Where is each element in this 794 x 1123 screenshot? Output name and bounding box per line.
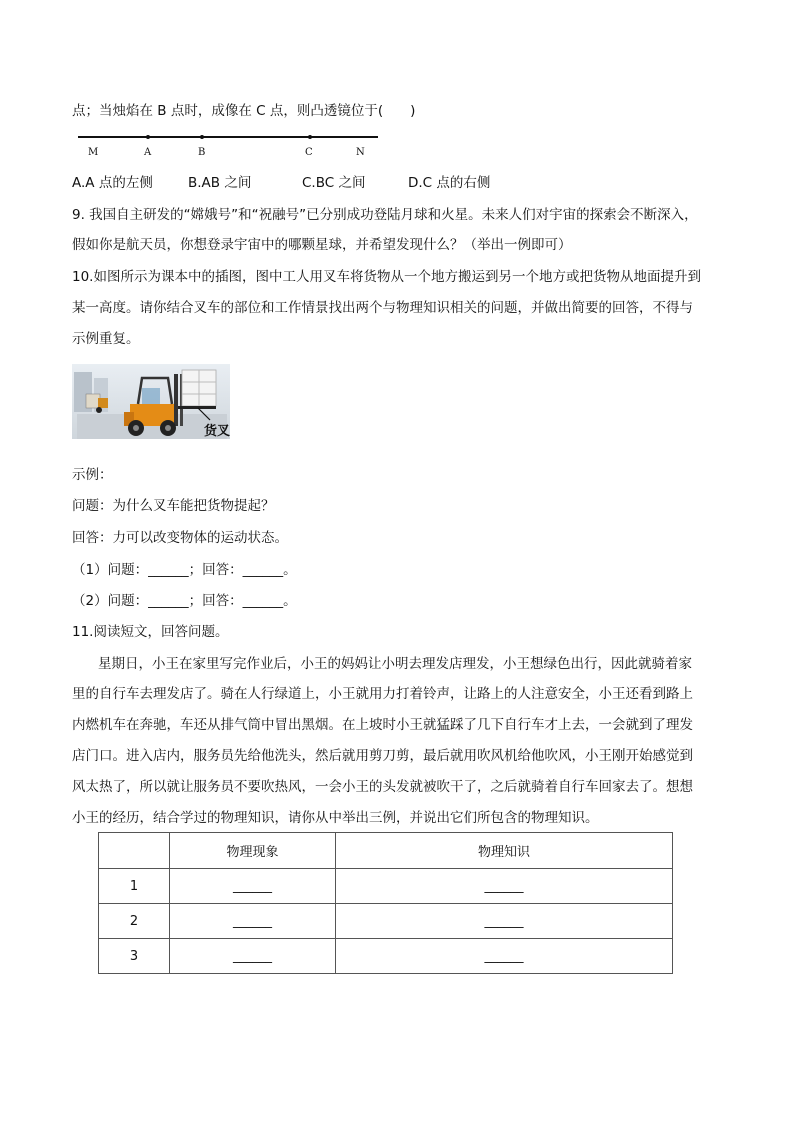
point-c-dot — [308, 135, 312, 139]
point-b-dot — [200, 135, 204, 139]
q11-para-line3: 内燃机车在奔驰，车还从排气筒中冒出黑烟。在上坡时小王就猛踩了几下自行车才上去，一会就到了理发 — [72, 717, 693, 733]
table-header: 物理知识 — [336, 833, 673, 869]
table-header-row — [99, 833, 673, 869]
option-a[interactable]: A.A 点的左侧 — [72, 175, 153, 191]
table-row — [99, 904, 673, 939]
fork-label: 货叉 — [204, 424, 231, 439]
table-header: 物理现象 — [170, 833, 336, 869]
phenomenon-blank[interactable]: ______ — [170, 939, 336, 974]
row-number: 3 — [99, 939, 170, 974]
q11-para-line2: 里的自行车去理发店了。骑在人行绿道上，小王就用力打着铃声，让路上的人注意安全，小王还看到路上 — [72, 686, 693, 702]
q8-text: 点；当烛焰在 B 点时，成像在 C 点，则凸透镜位于( ) — [72, 103, 416, 119]
option-d[interactable]: D.C 点的右侧 — [408, 175, 491, 191]
q9-line2: 假如你是航天员，你想登录宇宙中的哪颗星球，并希望发现什么？（举出一例即可） — [72, 237, 572, 253]
q10-line3: 示例重复。 — [72, 331, 140, 347]
q11-para-line1: 星期日，小王在家里写完作业后，小王的妈妈让小明去理发店理发，小王想绿色出行，因此就骑着家 — [98, 656, 692, 672]
q8-options — [72, 174, 572, 192]
knowledge-blank[interactable]: ______ — [336, 939, 673, 974]
q9-line1: 9. 我国自主研发的“嫦娥号”和“祝融号”已分别成功登陆月球和火星。未来人们对宇宙的探索会不断深入， — [72, 207, 698, 223]
phenomenon-blank[interactable]: ______ — [170, 904, 336, 939]
q10-line2: 某一高度。请你结合叉车的部位和工作情景找出两个与物理知识相关的问题，并做出简要的回答，不得与 — [72, 300, 693, 316]
point-label-b: B — [198, 147, 206, 158]
example-label: 示例： — [72, 467, 113, 483]
knowledge-blank[interactable]: ______ — [336, 869, 673, 904]
q11-title: 11.阅读短文，回答问题。 — [72, 624, 229, 640]
option-c[interactable]: C.BC 之间 — [302, 175, 366, 191]
answer-table — [98, 832, 673, 974]
example-question: 问题：为什么叉车能把货物提起？ — [72, 498, 275, 514]
table-row — [99, 939, 673, 974]
phenomenon-blank[interactable]: ______ — [170, 869, 336, 904]
q11-para-line6: 小王的经历，结合学过的物理知识，请你从中举出三例，并说出它们所包含的物理知识。 — [72, 810, 599, 826]
table-row — [99, 869, 673, 904]
q11-para-line5: 风太热了，所以就让服务员不要吹热风，一会小王的头发就被吹干了，之后就骑着自行车回家去了。想想 — [72, 779, 693, 795]
point-a-dot — [146, 135, 150, 139]
q10-line1: 10.如图所示为课本中的插图，图中工人用叉车将货物从一个地方搬运到另一个地方或把货物从地面提升到 — [72, 269, 701, 285]
q11-para-line4: 店门口。进入店内，服务员先给他洗头，然后就用剪刀剪，最后就用吹风机给他吹风，小王刚开始感觉到 — [72, 748, 693, 764]
row-number: 1 — [99, 869, 170, 904]
point-label-a: A — [144, 147, 152, 158]
point-label-n: N — [356, 147, 365, 158]
option-b[interactable]: B.AB 之间 — [188, 175, 252, 191]
blank-item-2[interactable]: （2）问题：______；回答：______。 — [72, 593, 297, 609]
blank-item-1[interactable]: （1）问题：______；回答：______。 — [72, 562, 297, 578]
example-answer: 回答：力可以改变物体的运动状态。 — [72, 530, 288, 546]
knowledge-blank[interactable]: ______ — [336, 904, 673, 939]
point-label-c: C — [305, 147, 313, 158]
table-header — [99, 833, 170, 869]
point-label-m: M — [88, 147, 99, 158]
row-number: 2 — [99, 904, 170, 939]
